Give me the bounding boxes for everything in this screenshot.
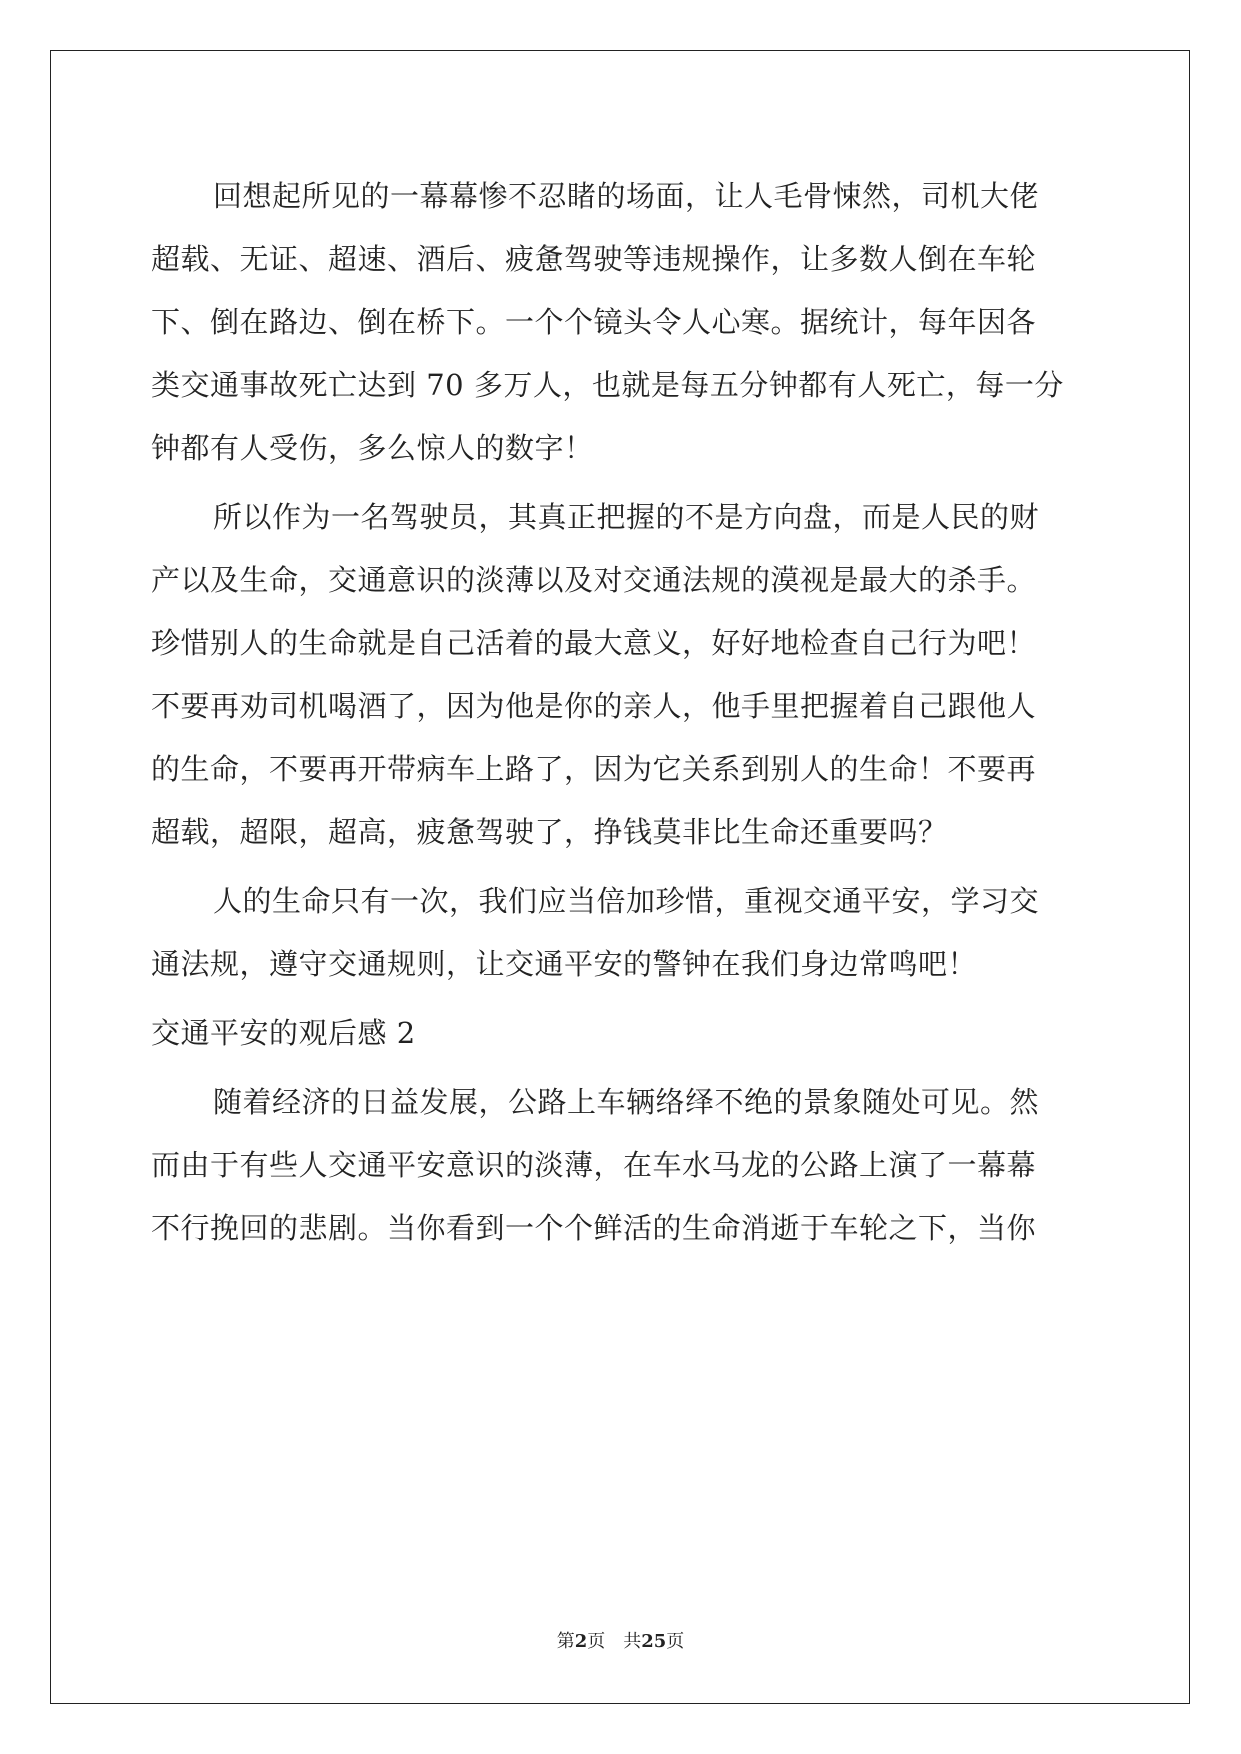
text-line: 人的生命只有一次，我们应当倍加珍惜，重视交通平安，学习交 [213,884,1040,918]
text-line: 而由于有些人交通平安意识的淡薄，在车水马龙的公路上演了一幕幕 [151,1148,1037,1182]
text-line: 通法规，遵守交通规则，让交通平安的警钟在我们身边常鸣吧！ [151,947,978,981]
text-line: 所以作为一名驾驶员，其真正把握的不是方向盘，而是人民的财 [213,500,1040,534]
section-heading-block [151,1002,1091,1065]
text-line: 回想起所见的一幕幕惨不忍睹的场面，让人毛骨悚然，司机大佬 [213,179,1040,213]
text-line: 不要再劝司机喝酒了，因为他是你的亲人，他手里把握着自己跟他人 [151,689,1037,723]
paragraph-1 [151,165,1091,480]
text-line: 下、倒在路边、倒在桥下。一个个镜头令人心寒。据统计，每年因各 [151,305,1037,339]
text-line: 产以及生命，交通意识的淡薄以及对交通法规的漠视是最大的杀手。 [151,563,1037,597]
text-line: 不行挽回的悲剧。当你看到一个个鲜活的生命消逝于车轮之下，当你 [151,1211,1037,1245]
paragraph-4 [151,1071,1091,1260]
current-page-number: 2 [574,1631,588,1652]
document-body [151,165,1091,1260]
text-line: 随着经济的日益发展，公路上车辆络绎不绝的景象随处可见。然 [213,1085,1040,1119]
text-line: 珍惜别人的生命就是自己活着的最大意义，好好地检查自己行为吧！ [151,626,1037,660]
text-line: 钟都有人受伤，多么惊人的数字！ [151,431,594,465]
paragraph-2 [151,486,1091,864]
footer-mid: 页 共 [587,1631,642,1652]
footer-suffix: 页 [666,1631,685,1652]
text-line: 类交通事故死亡达到 70 多万人，也就是每五分钟都有人死亡，每一分 [151,368,1064,402]
total-pages-number: 25 [641,1631,667,1652]
paragraph-3 [151,870,1091,996]
text-line: 超载、无证、超速、酒后、疲惫驾驶等违规操作，让多数人倒在车轮 [151,242,1037,276]
text-line: 超载，超限，超高，疲惫驾驶了，挣钱莫非比生命还重要吗？ [151,815,948,849]
text-line: 的生命，不要再开带病车上路了，因为它关系到别人的生命！不要再 [151,752,1037,786]
page-footer [0,1627,1241,1653]
section-heading: 交通平安的观后感 2 [151,1016,416,1050]
footer-prefix: 第 [556,1631,575,1652]
